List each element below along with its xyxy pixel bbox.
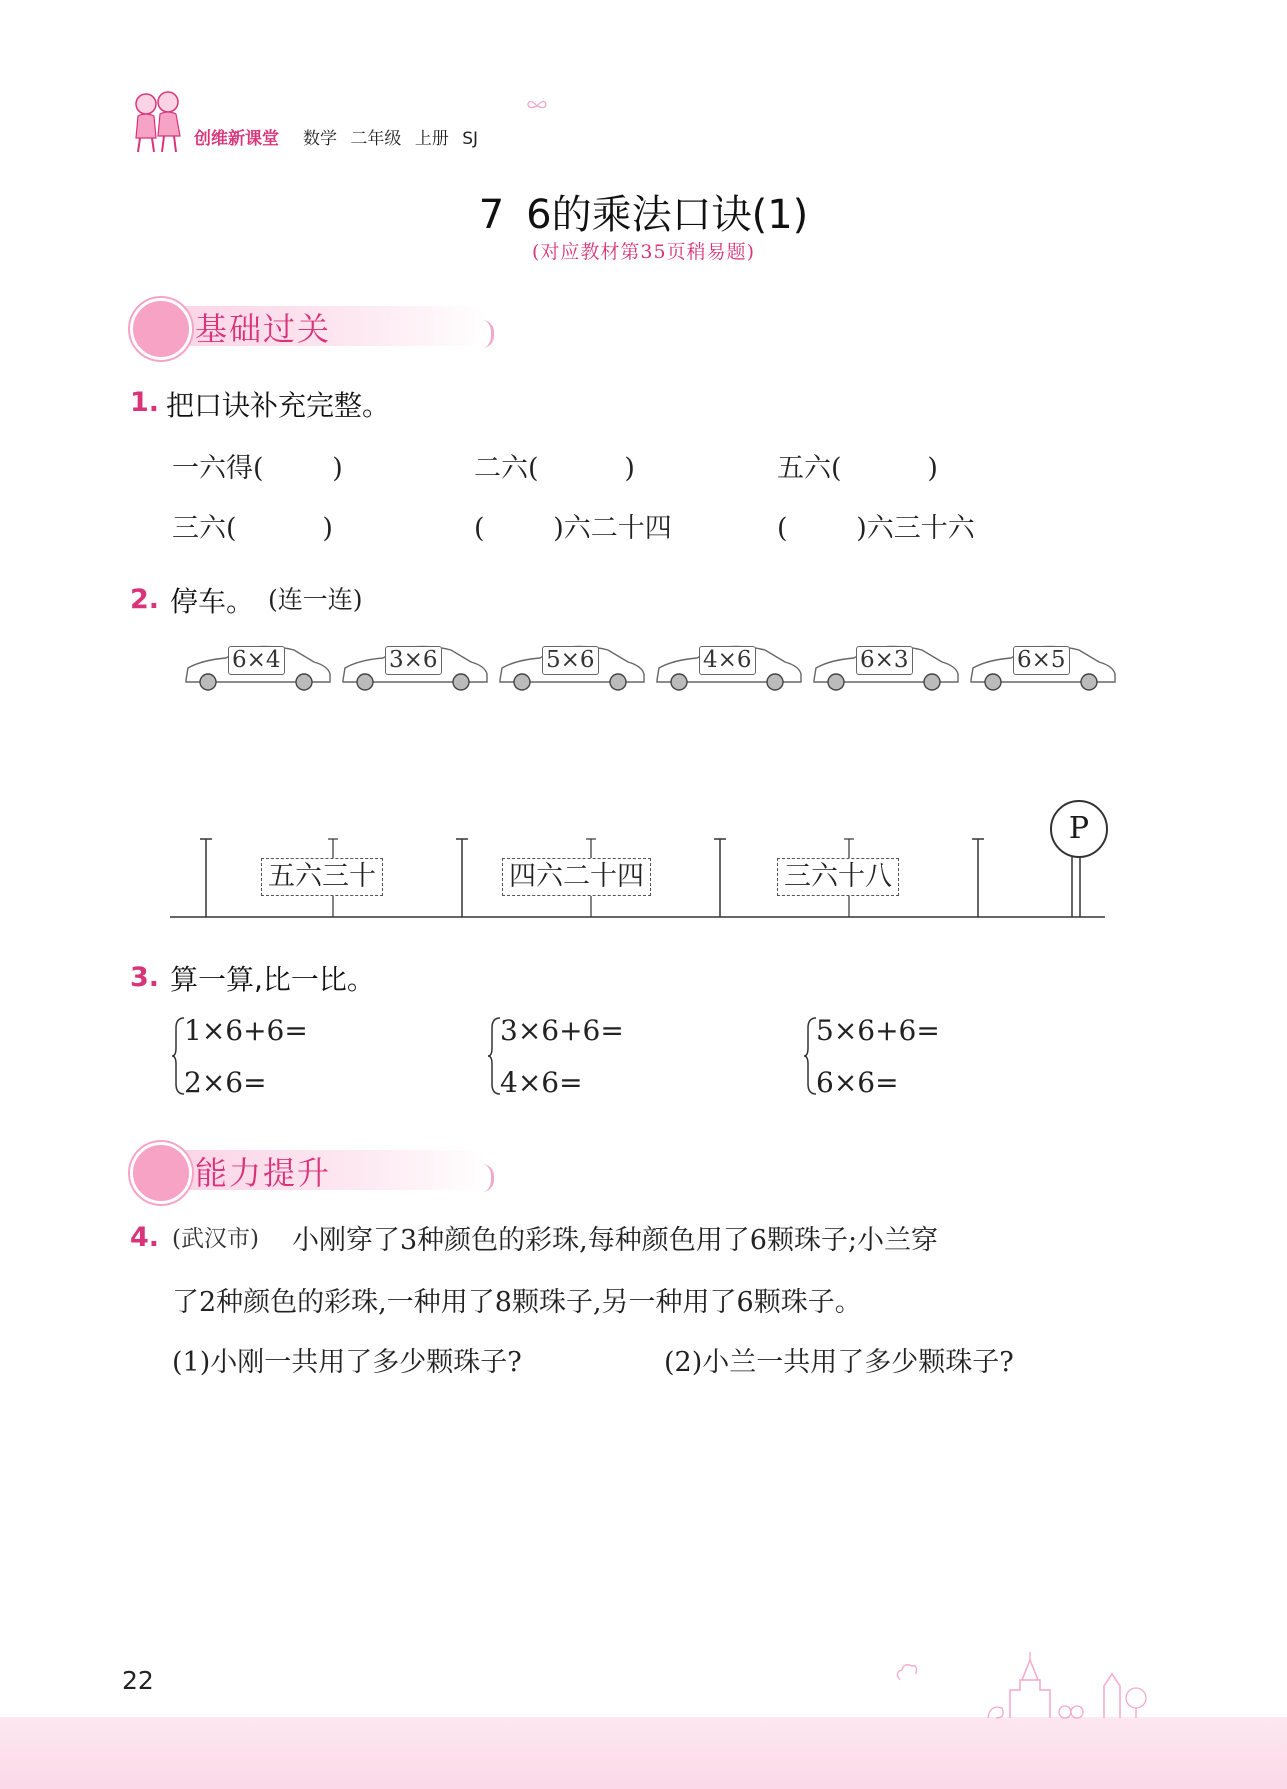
question-prompt: 算一算,比一比。 bbox=[170, 963, 375, 996]
mascot-icon bbox=[130, 298, 192, 360]
kids-logo-icon bbox=[128, 86, 186, 156]
page-title bbox=[0, 183, 1287, 240]
equation: 2×6= bbox=[184, 1066, 267, 1099]
section-title: 能力提升 bbox=[195, 1154, 332, 1192]
fill-blank: 二六( ) bbox=[474, 453, 635, 484]
brand-name: 创维新课堂 bbox=[194, 129, 279, 149]
question-source: (武汉市) bbox=[172, 1226, 259, 1252]
question-text: 小刚穿了3种颜色的彩珠,每种颜色用了6颗珠子;小兰穿 bbox=[292, 1225, 939, 1256]
lesson-number: 7 bbox=[478, 192, 505, 238]
fill-blank: 一六得( ) bbox=[172, 453, 343, 484]
subject: 数学 bbox=[303, 129, 337, 149]
mascot-icon bbox=[130, 1142, 192, 1204]
grade: 二年级 bbox=[350, 129, 402, 149]
question-number: 3. bbox=[130, 962, 160, 993]
parking-space-label[interactable]: 五六三十 bbox=[261, 858, 383, 896]
fill-blank: 五六( ) bbox=[777, 453, 938, 484]
book-meta bbox=[303, 124, 486, 149]
fill-blank: ( )六二十四 bbox=[474, 513, 672, 544]
question-number: 4. bbox=[130, 1222, 160, 1253]
question-prompt: 把口诀补充完整。 bbox=[166, 389, 391, 422]
car[interactable] bbox=[182, 640, 334, 692]
parking-space-label[interactable]: 三六十八 bbox=[777, 858, 899, 896]
section-title: 基础过关 bbox=[195, 310, 332, 348]
question-prompt: 停车。 bbox=[170, 585, 255, 618]
butterfly-icon bbox=[526, 98, 548, 114]
car-label: 6×3 bbox=[856, 646, 913, 675]
car-label: 4×6 bbox=[699, 646, 756, 675]
car[interactable] bbox=[810, 640, 962, 692]
parking-space-label[interactable]: 四六二十四 bbox=[502, 858, 651, 896]
question-number: 1. bbox=[130, 387, 160, 418]
equation: 3×6+6= bbox=[500, 1014, 624, 1047]
section-banner-advanced bbox=[130, 1142, 510, 1198]
car[interactable] bbox=[653, 640, 805, 692]
question-text: 了2种颜色的彩珠,一种用了8颗珠子,另一种用了6颗珠子。 bbox=[172, 1287, 862, 1318]
car-label: 3×6 bbox=[385, 646, 442, 675]
equation: 6×6= bbox=[816, 1066, 899, 1099]
fill-blank: 三六( ) bbox=[172, 513, 333, 544]
sub-question: (1)小刚一共用了多少颗珠子? bbox=[172, 1347, 522, 1378]
sub-question: (2)小兰一共用了多少颗珠子? bbox=[664, 1347, 1014, 1378]
question-hint: (连一连) bbox=[268, 585, 363, 614]
fill-blank: ( )六三十六 bbox=[777, 513, 975, 544]
equation: 4×6= bbox=[500, 1066, 583, 1099]
lesson-title: 6的乘法口诀(1) bbox=[526, 192, 809, 238]
page-subtitle: (对应教材第35页稍易题) bbox=[531, 241, 755, 263]
parking-sign-icon: P bbox=[1050, 800, 1108, 858]
car-label: 5×6 bbox=[542, 646, 599, 675]
car[interactable] bbox=[496, 640, 648, 692]
page-number: 22 bbox=[122, 1666, 154, 1695]
edition: SJ bbox=[462, 129, 479, 149]
car-label: 6×5 bbox=[1013, 646, 1070, 675]
question-number: 2. bbox=[130, 584, 160, 615]
volume: 上册 bbox=[414, 129, 449, 149]
equation: 5×6+6= bbox=[816, 1014, 940, 1047]
castle-decoration-icon bbox=[890, 1650, 1170, 1720]
car[interactable] bbox=[339, 640, 491, 692]
car-label: 6×4 bbox=[228, 646, 285, 675]
section-banner-basic bbox=[130, 298, 510, 354]
equation: 1×6+6= bbox=[184, 1014, 308, 1047]
footer-band bbox=[0, 1717, 1287, 1789]
car[interactable] bbox=[967, 640, 1119, 692]
